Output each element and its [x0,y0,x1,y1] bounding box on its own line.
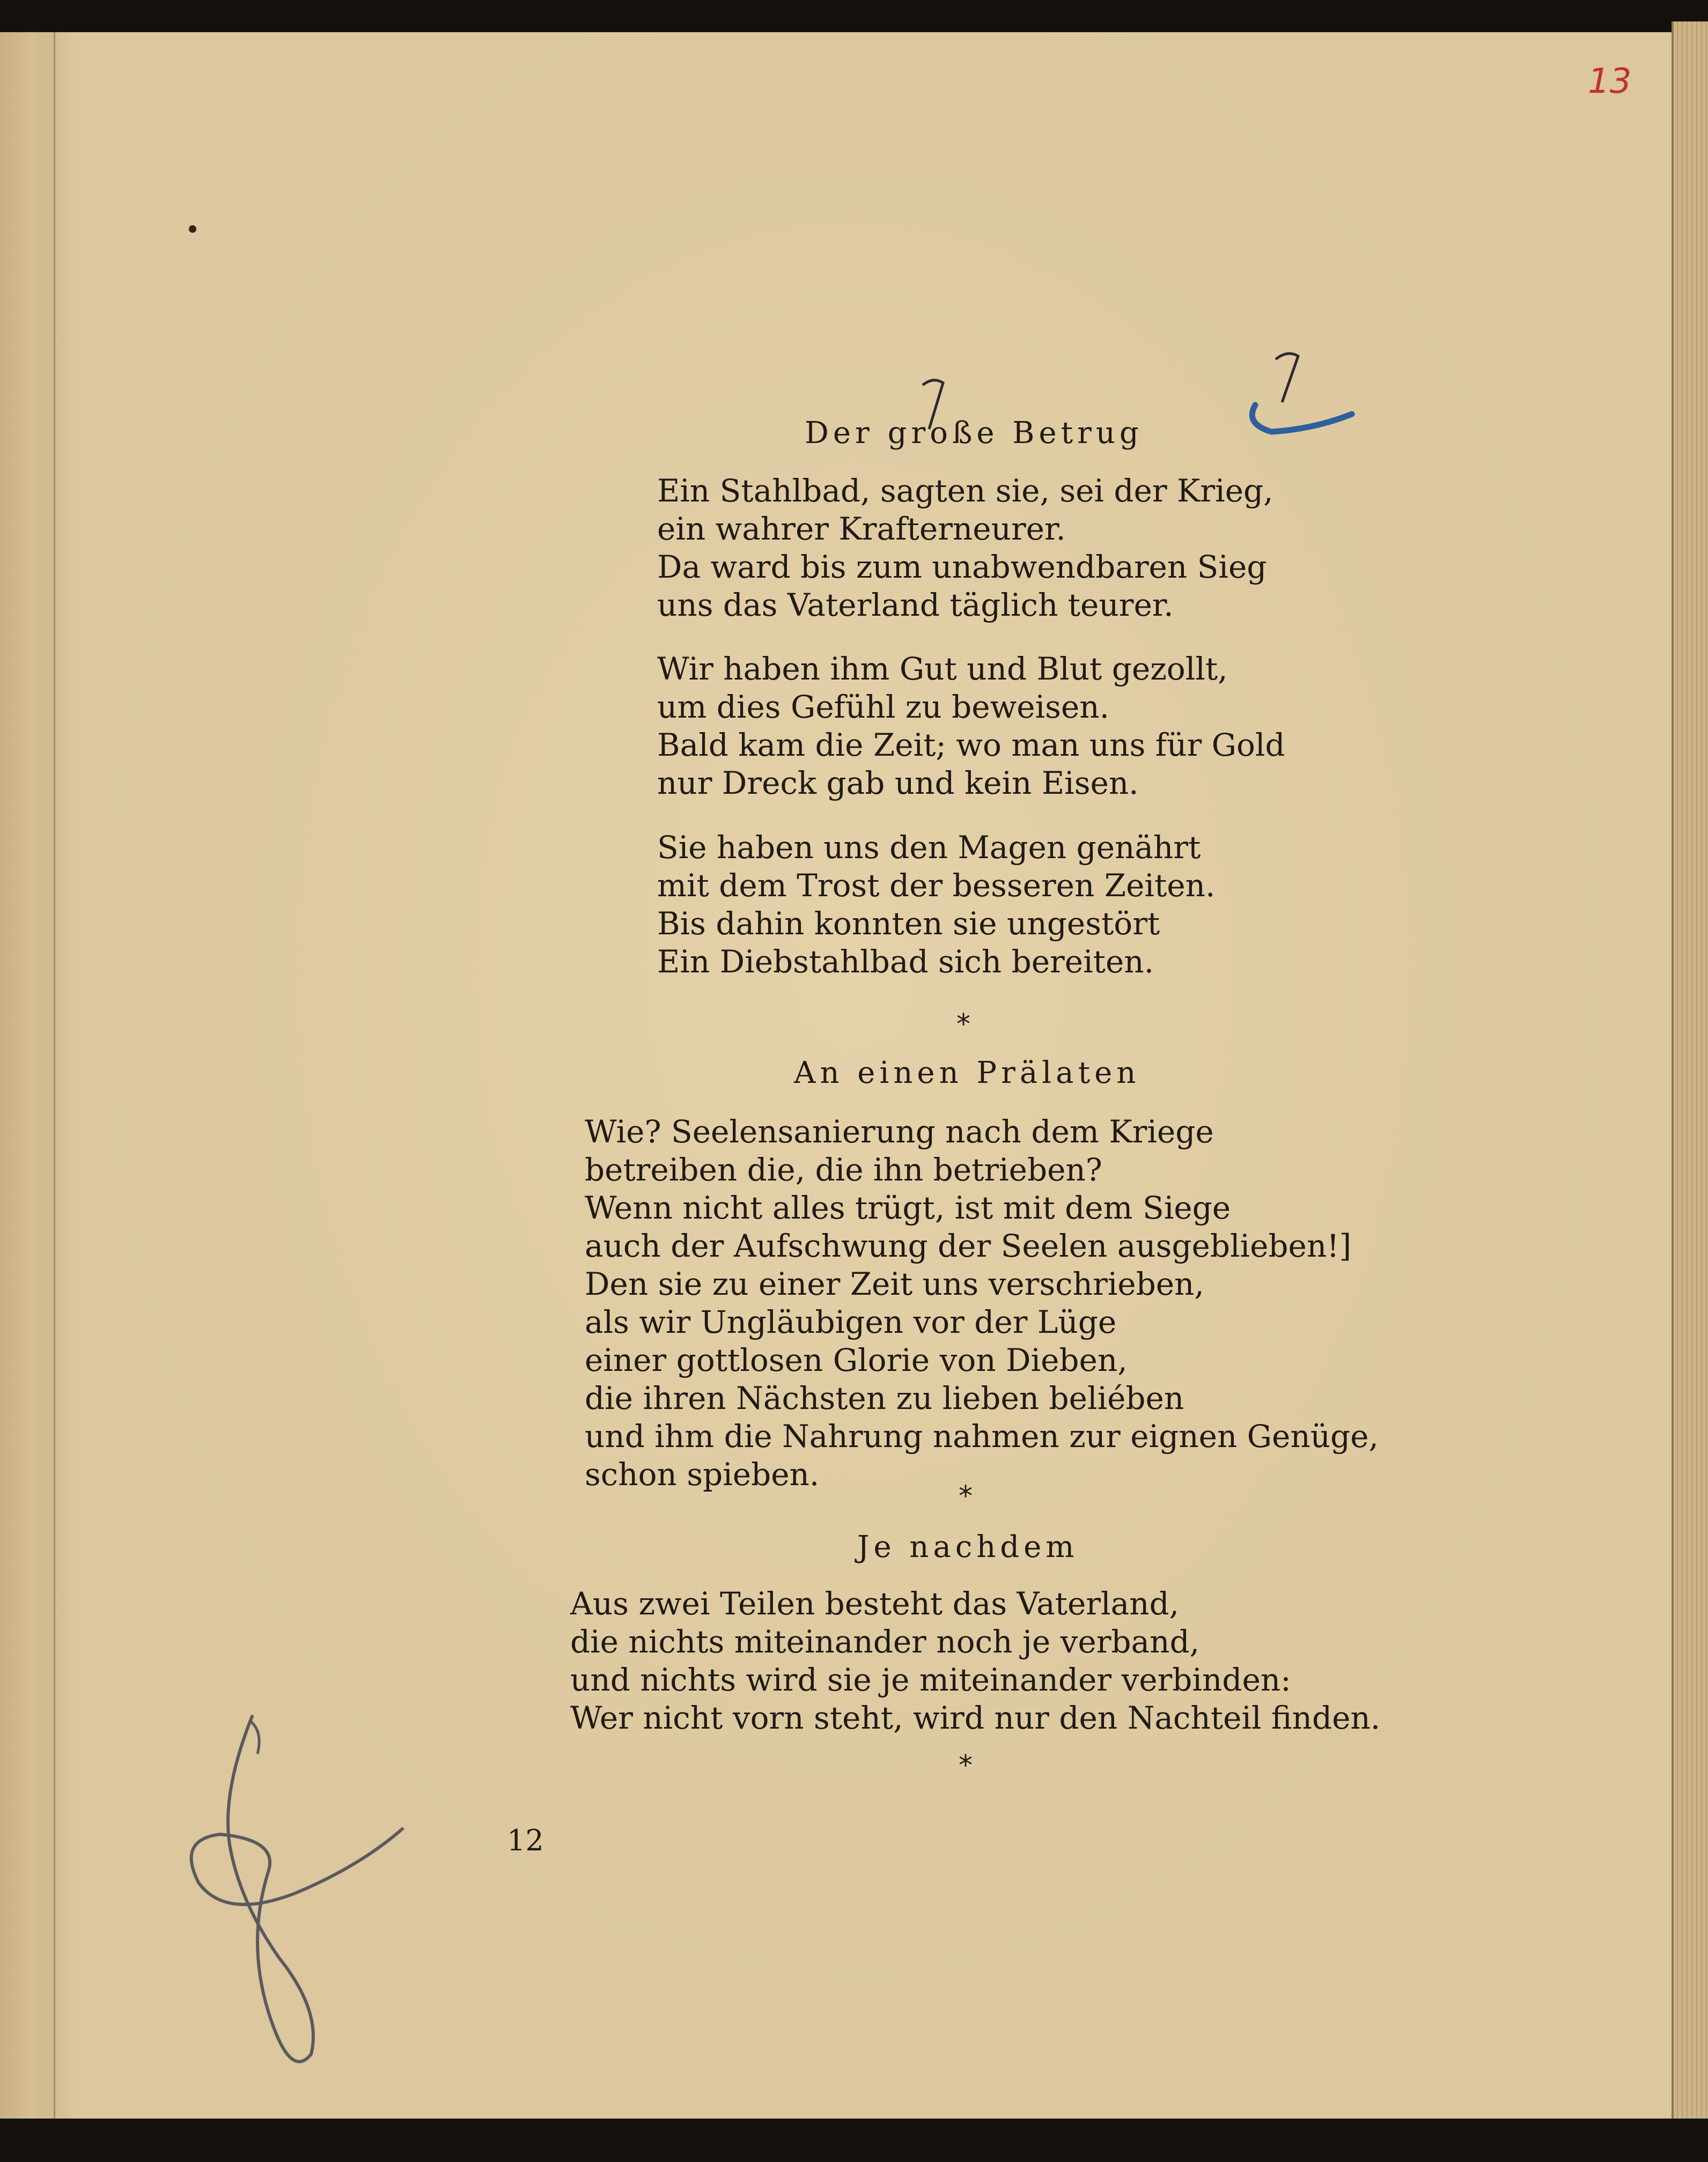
verse-line: auch der Aufschwung der Seelen ausgeblieben!] [585,1228,1352,1264]
verse-line: die nichts miteinander noch je verband, [570,1624,1200,1660]
page-number: 12 [507,1824,544,1857]
verse-line: Bis dahin konnten sie ungestört [657,905,1160,942]
poem-title-3: Je nachdem [857,1530,1079,1565]
verse-line: betreiben die, die ihn betrieben? [585,1152,1102,1188]
verse-line: Wir haben ihm Gut und Blut gezollt, [657,651,1228,687]
verse-line: Wenn nicht alles trügt, ist mit dem Siege [585,1190,1231,1226]
verse-line: nur Dreck gab und kein Eisen. [657,765,1139,801]
poem-1-stanza-3 [657,829,1215,981]
verse-line: Den sie zu einer Zeit uns verschrieben, [585,1266,1204,1302]
verse-line: und ihm die Nahrung nahmen zur eignen Genüge, [585,1418,1379,1455]
verse-line: Sie haben uns den Magen genährt [657,829,1201,866]
poem-title-2: An einen Prälaten [794,1056,1140,1090]
book-spine [0,32,55,2119]
separator-asterisk: * [959,1480,973,1512]
pencil-insert-mark [917,375,955,434]
verse-line: Aus zwei Teilen besteht das Vaterland, [570,1585,1180,1622]
scan-border [0,2119,1708,2162]
verse-line: Ein Stahlbad, sagten sie, sei der Krieg, [657,473,1273,509]
verse-line: uns das Vaterland täglich teurer. [657,587,1174,623]
verse-line: die ihren Nächsten zu lieben beliében [585,1380,1184,1416]
verse-line: Da ward bis zum unabwendbaren Sieg [657,549,1267,585]
verse-line: einer gottlosen Glorie von Dieben, [585,1342,1128,1378]
pencil-correction-mark [1234,343,1363,445]
verse-line: um dies Gefühl zu beweisen. [657,689,1110,725]
handwritten-folio-number: 13 [1588,62,1632,101]
separator-asterisk: * [959,1750,973,1782]
pencil-signature [188,1711,413,2086]
poem-2-stanza-1 [585,1113,1379,1494]
poem-1-stanza-2 [657,650,1285,802]
verse-line: als wir Ungläubigen vor der Lüge [585,1304,1117,1340]
verse-line: Wie? Seelensanierung nach dem Kriege [585,1113,1214,1150]
page-edges [1672,21,1708,2119]
verse-line: und nichts wird sie je miteinander verbinden: [570,1662,1291,1698]
poem-3-stanza-1 [570,1585,1380,1737]
verse-line: Ein Diebstahlbad sich bereiten. [657,943,1154,980]
poem-title-1: Der große Betrug [805,416,1143,451]
verse-line: Bald kam die Zeit; wo man uns für Gold [657,727,1285,763]
verse-line: mit dem Trost der besseren Zeiten. [657,867,1216,904]
separator-asterisk: * [956,1008,970,1041]
verse-line: schon spieben. [585,1456,820,1493]
ink-dot [189,225,196,233]
verse-line: Wer nicht vorn steht, wird nur den Nachteil finden. [570,1700,1381,1736]
poem-1-stanza-1 [657,472,1273,624]
verse-line: ein wahrer Krafterneurer. [657,511,1066,547]
